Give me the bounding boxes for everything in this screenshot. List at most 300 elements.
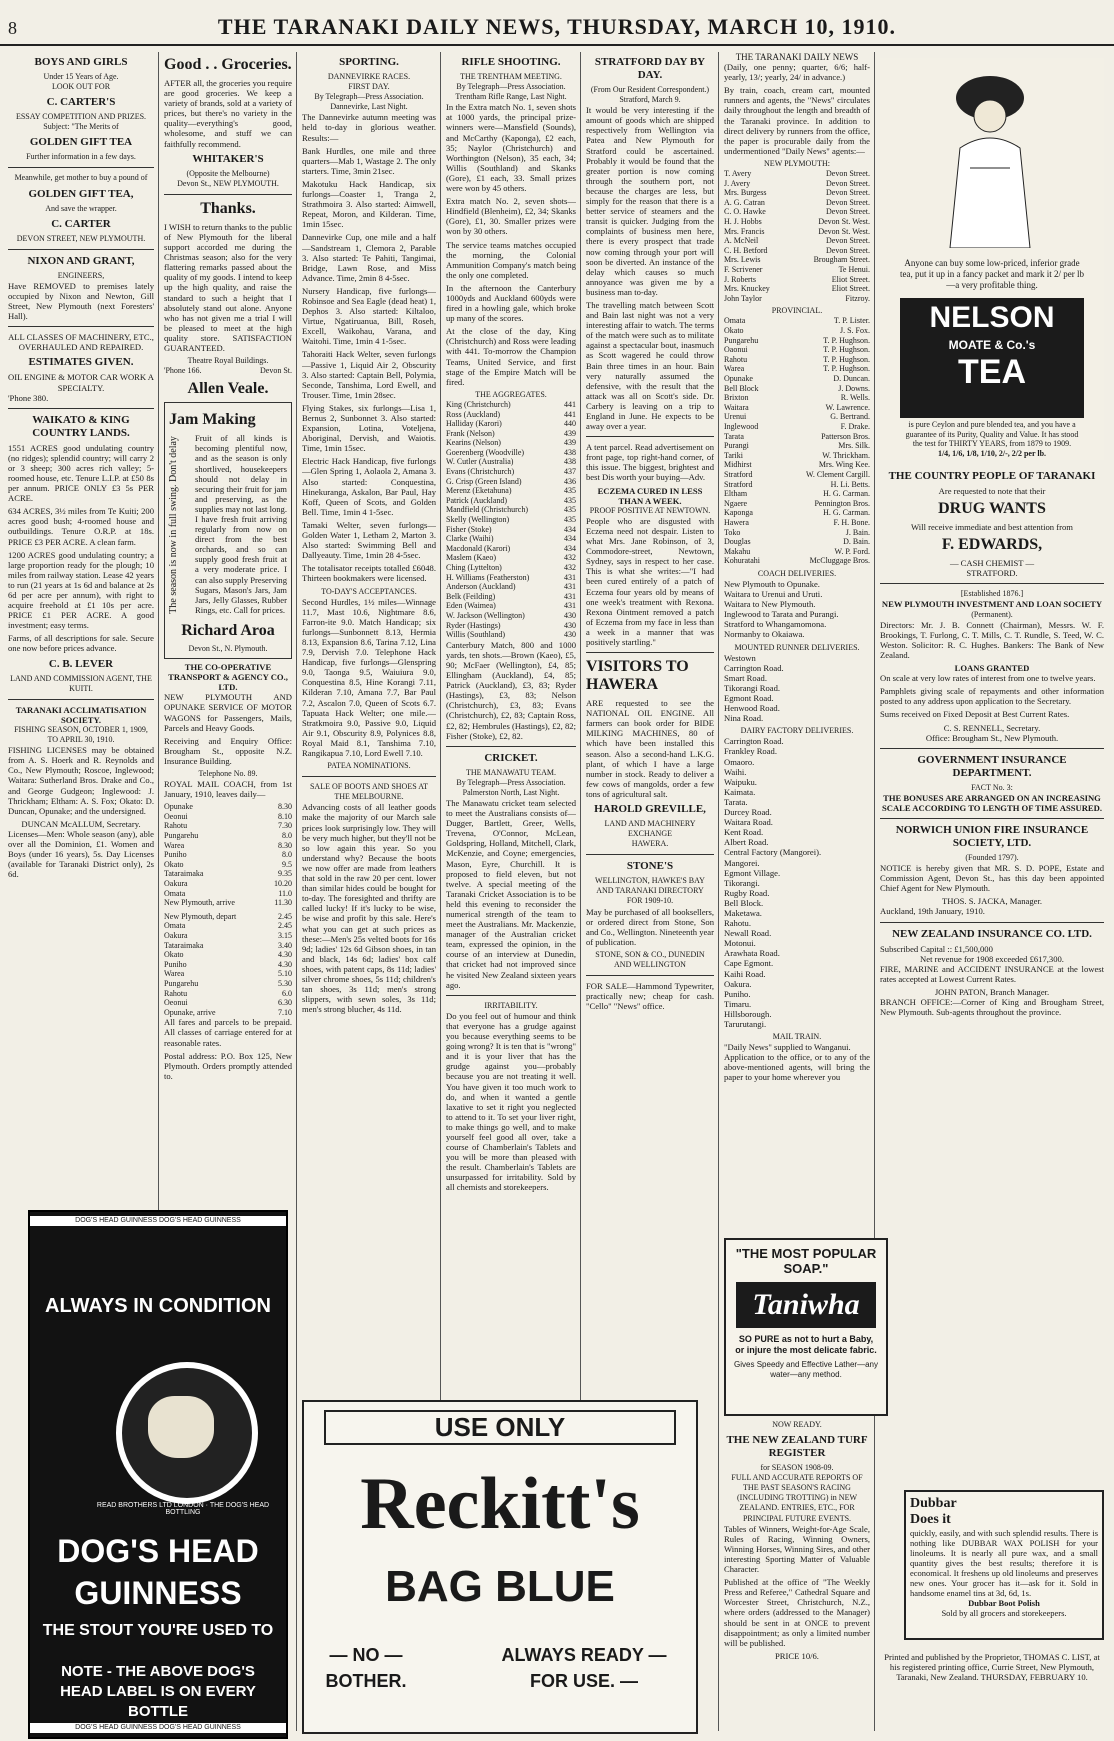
dateline: By Telegraph—Press Association. Dannevirke, Last Night. bbox=[314, 92, 424, 112]
table-cell: 439 bbox=[564, 428, 576, 438]
table-cell: G. Bertrand. bbox=[830, 412, 870, 422]
table-cell: 435 bbox=[564, 505, 576, 515]
ad-text: FISHING LICENSES may be obtained from A. S. Hoerk and R. Reynolds and Co., New Plymouth; Roscoe, Inglewood; Waitara: Sutherland Bros. Drake and Co., and George Gudgeon; Inglewood: J. Thrickham; Eltham: A. S. Fox; Okato: D. Duncan, Opunake; and the undersigned. bbox=[8, 745, 154, 816]
ad-text: I WISH to return thanks to the public of New Plymouth for the liberal support accorded me during the Christmas season; also for the very flattering remarks passed about the quality of my goods. I intend to keep up the high quality, and raise the standard to such a height that I absolutely stand out alone. Anyone who has not given me a trial I will be pleased to meet at the high quality store. SATISFACTION GUARANTEED. bbox=[164, 221, 292, 353]
ad-text: Pamphlets giving scale of repayments and other information posted to any address upon application to the Secretary. bbox=[880, 686, 1104, 707]
ad-heading: DOG'S HEAD GUINNESS bbox=[57, 1533, 259, 1611]
list-item: Motonui. bbox=[724, 938, 756, 949]
table-cell: J. Roberts bbox=[724, 274, 756, 284]
ad-text: Devon St., N. Plymouth. bbox=[188, 643, 268, 653]
ad-heading: Allen Veale. bbox=[187, 380, 269, 398]
ad-heading: THE NEW ZEALAND TURF REGISTER bbox=[726, 1434, 868, 1460]
ad-text: Directors: Mr. J. B. Connett (Chairman), Messrs. W. F. Brookings, T. Furlong, C. T. Mills, C. T. Rundle, S. Teed, W. C. Weston. Solicitor: R. C. Hughes. Bankers: The Bank of New Zealand. bbox=[880, 619, 1104, 660]
table-cell: 430 bbox=[564, 630, 576, 640]
article-text: The Manawatu cricket team selected to meet the Australians consists of—Dugger, Bartlett, Greer, Wells, Trevena, O'Connor, McLean, Goldspring, Holland, Mitchell, Clark, McKenzie, and Coyne; emergencies, Mason, Eyre, Churchill. It is proposed to field eleven, but not twelve. A special meeting of the Taranaki Cricket Association is to be held this evening to reconsider the numerical strength of the team to meet the Australians. Mr. Mackenzie, manager of the Australian cricket team, expressed the opinion, in the course of an interview at Dunedin, that cricket had not improved since he visited New Zealand sixteen years ago. bbox=[446, 797, 576, 990]
table-cell: Puniho bbox=[164, 959, 187, 969]
score-row bbox=[446, 496, 576, 506]
table-cell: W. P. Ford. bbox=[834, 546, 870, 556]
ad-text: THOS. S. JACKA, Manager. bbox=[941, 896, 1043, 907]
ad-text: SO PURE as not to hurt a Baby, or injure the most delicate fabric. bbox=[735, 1334, 877, 1355]
ad-text: OIL ENGINE & MOTOR CAR WORK A SPECIALTY. bbox=[8, 372, 154, 393]
timetable-row bbox=[164, 912, 292, 922]
masthead-rule bbox=[0, 44, 1114, 46]
ad-heading: NIXON AND GRANT, bbox=[27, 254, 135, 267]
ad-text: ALL CLASSES OF MACHINERY, ETC., OVERHAULED AND REPAIRED. bbox=[8, 332, 154, 353]
agent-row bbox=[724, 374, 870, 384]
taniwha-soap-ad bbox=[724, 1238, 888, 1416]
list-item: Frankley Road. bbox=[724, 746, 777, 757]
table-cell: T. P. Hughson. bbox=[823, 335, 870, 345]
ad-text: (Opposite the Melbourne) bbox=[186, 168, 270, 178]
agent-row bbox=[724, 499, 870, 509]
table-cell: Willis (Southland) bbox=[446, 630, 506, 640]
score-row bbox=[446, 505, 576, 515]
table-cell: 3.15 bbox=[278, 930, 292, 940]
table-cell: 4.30 bbox=[278, 950, 292, 960]
ad-text: READ BROTHERS LTD LONDON · THE DOG'S HEAD BOTTLING bbox=[96, 1502, 270, 1516]
section-heading: RIFLE SHOOTING. bbox=[461, 56, 561, 68]
table-cell: 431 bbox=[564, 582, 576, 592]
list-item: Rugby Road. bbox=[724, 887, 770, 898]
agent-row bbox=[724, 403, 870, 413]
ad-text: 1551 ACRES good undulating country (no ridges); splendid country; will carry 2 or 3 sheep; 300 acres rich valley; 5-roomed house, etc. Tenure L.I.P. at £50 8s per annum. PRICE ONLY £3 5s PER ACRE. bbox=[8, 442, 154, 504]
ad-text: AFTER all, the groceries you require are good groceries. We keep a variety of brands, sold at a variety of prices, but there's no variety in the quality—everything's good, wholesome, and stuff we can faithfully recommend. bbox=[164, 78, 292, 149]
column-2 bbox=[164, 52, 292, 1202]
ad-heading: ESTIMATES GIVEN. bbox=[28, 356, 134, 369]
table-cell: 11.0 bbox=[278, 888, 292, 898]
ad-text: 'Phone 380. bbox=[8, 392, 49, 403]
table-cell: Kearins (Nelson) bbox=[446, 438, 501, 448]
table-cell: 6.0 bbox=[282, 988, 292, 998]
ad-text: FOR 1909-10. bbox=[626, 896, 674, 906]
agent-row bbox=[724, 326, 870, 336]
list-item: Arawhata Road. bbox=[724, 948, 780, 959]
table-cell: Pungarehu bbox=[724, 335, 759, 345]
table-cell: Ryder (Hastings) bbox=[446, 620, 501, 630]
article-heading: ECZEMA CURED IN LESS THAN A WEEK. bbox=[597, 485, 703, 506]
table-cell: Warea bbox=[164, 840, 185, 850]
ad-text: ESSAY COMPETITION AND PRIZES. bbox=[15, 112, 147, 122]
table-cell: G. Crisp (Green Island) bbox=[446, 476, 522, 486]
table-cell: Devon Street. bbox=[826, 188, 870, 198]
table-cell: Makahu bbox=[724, 546, 751, 556]
ad-text: Sums received on Fixed Deposit at Best Current Rates. bbox=[880, 709, 1070, 720]
ad-heading: NORWICH UNION FIRE INSURANCE SOCIETY, LTD. bbox=[895, 823, 1089, 849]
table-cell: F. H. Bone. bbox=[833, 517, 870, 527]
list-item: Carrington Road. bbox=[724, 662, 784, 673]
agent-row bbox=[724, 508, 870, 518]
timetable-row bbox=[164, 802, 292, 812]
ad-heading: THE CO-OPERATIVE TRANSPORT & AGENCY CO., LTD. bbox=[168, 662, 288, 693]
list-item: Newall Road. bbox=[724, 928, 772, 939]
list-item: Albert Road. bbox=[724, 837, 769, 848]
article-text: In the afternoon the Canterbury 1000yds and Auckland 600yds were fired in a howling gale, which broke up many of the scores. bbox=[446, 282, 576, 324]
ad-text: NEW PLYMOUTH AND OPUNAKE SERVICE OF MOTOR WAGONS for Passengers, Mails, Parcels and Heavy Goods. bbox=[164, 692, 292, 733]
ad-heading: GOVERNMENT INSURANCE DEPARTMENT. bbox=[917, 753, 1067, 779]
article-text: People who are disgusted with Eczema need not despair. Listen to what Mrs. Jane Robinson, of 3, Commodore-street, Newtown, Sydney, says in respect to her case. This is what she writes:—"I had been cured entirely of a patch of Eczema four years old by means of one week's treatment with Rexona. Rexona Ointment removed a patch of Eczema from my face in less than a week in a manner that was positively startling." bbox=[586, 515, 714, 647]
ad-text: for SEASON 1908-09. bbox=[760, 1463, 834, 1473]
table-cell: T. P. Lister. bbox=[833, 316, 870, 326]
table-cell: H. J. Hobbs bbox=[724, 217, 762, 226]
timetable-row bbox=[164, 969, 292, 979]
timetable-row bbox=[164, 850, 292, 860]
list-item: Bell Block. bbox=[724, 897, 764, 908]
score-row bbox=[446, 515, 576, 525]
table-cell: Tariki bbox=[724, 450, 743, 460]
table-cell: Oeonui bbox=[164, 998, 188, 1008]
score-row bbox=[446, 400, 576, 410]
ad-text: DEVON STREET, NEW PLYMOUTH. bbox=[16, 233, 146, 243]
table-cell: Eltham bbox=[724, 489, 748, 499]
ad-heading: DRUG WANTS bbox=[938, 500, 1046, 518]
table-cell: Pennington Bros. bbox=[814, 498, 870, 508]
agent-row bbox=[724, 556, 870, 566]
article-text: The Dannevirke autumn meeting was held to-day in glorious weather. Results:— bbox=[302, 112, 436, 143]
dairy-list bbox=[724, 736, 870, 1029]
agent-row bbox=[724, 518, 870, 528]
score-row bbox=[446, 611, 576, 621]
ad-heading: Does it bbox=[910, 1512, 951, 1527]
ad-heading: "THE MOST POPULAR SOAP." bbox=[735, 1246, 877, 1276]
timetable-row bbox=[164, 841, 292, 851]
table-cell: 431 bbox=[564, 591, 576, 601]
article-text: In the Extra match No. 1, seven shots at 1000 yards, the principal prize-winners were—Mansfield (Sounds), and McCarthy (Kaponga), £2 each, 35; Naylor (Christchurch) and Worthington (Nelson), 35 each, 34; Willis (Southland) and Skanks (Gore), £1 each, 33. Small prizes were won by 45 others. bbox=[446, 102, 576, 194]
timetable-row bbox=[164, 979, 292, 989]
table-cell: Devon St. West. bbox=[818, 217, 870, 226]
table-cell: Urenui bbox=[724, 412, 747, 422]
table-cell: Kaponga bbox=[724, 508, 753, 518]
ad-heading: Jam Making bbox=[169, 411, 256, 429]
ad-heading: Dubbar Boot Polish bbox=[968, 1598, 1040, 1608]
table-cell: F. Drake. bbox=[840, 421, 870, 431]
article-text: The service teams matches occupied the morning, the Colonial Ammunition Company's match being the only one completed. bbox=[446, 239, 576, 280]
ad-text: THE STOUT YOU'RE USED TO bbox=[42, 1622, 274, 1639]
table-cell: 434 bbox=[564, 543, 576, 553]
table-cell: 7.30 bbox=[278, 821, 292, 831]
table-cell: Oakura bbox=[164, 879, 188, 888]
table-cell: 439 bbox=[564, 438, 576, 448]
table-cell: 441 bbox=[564, 399, 576, 409]
table-cell: Clarke (Waihi) bbox=[446, 534, 494, 544]
agent-row bbox=[724, 470, 870, 480]
agent-row bbox=[724, 236, 870, 246]
agent-row bbox=[724, 169, 870, 179]
ad-text: PRICE 10/6. bbox=[775, 1650, 819, 1661]
score-row bbox=[446, 457, 576, 467]
article-text: Bank Hurdles, one mile and three quarters—Mab 1, Wastage 2. The only starters. Time, 3min 21sec. bbox=[302, 145, 436, 176]
ad-text: Office: Brougham St., New Plymouth. bbox=[925, 732, 1059, 743]
agent-row bbox=[724, 217, 870, 227]
table-cell: Frank (Nelson) bbox=[446, 428, 495, 438]
ad-heading: THE COUNTRY PEOPLE OF TARANAKI bbox=[888, 470, 1096, 482]
table-cell: 440 bbox=[564, 419, 576, 429]
ad-heading: GOLDEN GIFT TEA bbox=[29, 136, 133, 149]
ad-text: Anyone can buy some low-priced, inferior grade tea, put it up in a fancy packet and mark it 2/ per lb—a very profitable thing. bbox=[900, 258, 1084, 290]
article-heading: THE MANAWATU TEAM. bbox=[465, 767, 557, 777]
ad-strip: DOG'S HEAD GUINNESS DOG'S HEAD GUINNESS bbox=[30, 1216, 286, 1226]
agent-row bbox=[724, 275, 870, 285]
table-cell: Rahotu bbox=[164, 821, 188, 831]
table-cell: T. P. Hughson. bbox=[823, 354, 870, 364]
score-row bbox=[446, 601, 576, 611]
ad-heading: HAROLD GREVILLE, bbox=[594, 803, 706, 815]
table-cell: Patterson Bros. bbox=[821, 431, 870, 441]
ad-heading: GOLDEN GIFT TEA, bbox=[28, 187, 134, 200]
timetable-row bbox=[164, 931, 292, 941]
score-row bbox=[446, 410, 576, 420]
table-cell: Hawera bbox=[724, 517, 749, 527]
article-text: "Daily News" supplied to Wanganui. bbox=[724, 1042, 851, 1053]
article-heading: SALE OF BOOTS AND SHOES AT THE MELBOURNE. bbox=[309, 782, 429, 802]
ad-text: — CASH CHEMIST — bbox=[949, 558, 1035, 569]
ad-text: Under 15 Years of Age. bbox=[43, 72, 119, 81]
article-text: Tahoraiti Hack Welter, seven furlongs—Passive 1, Liquid Air 2, Obscurity 3. Also started: Captain Bell, Polymia, Seconde, Tanshima, Lord Ewell, and Trouser. Time, 1min 28sec. bbox=[302, 349, 436, 400]
guinness-ad bbox=[28, 1210, 288, 1739]
table-cell: 2.45 bbox=[278, 911, 292, 921]
agent-row bbox=[724, 188, 870, 198]
table-cell: J. S. Fox. bbox=[839, 326, 870, 336]
table-cell: Eliot Street. bbox=[831, 274, 870, 284]
table-cell: Okato bbox=[164, 950, 184, 960]
table-cell: 435 bbox=[564, 495, 576, 505]
dateline: (From Our Resident Correspondent.) Stratford, March 9. bbox=[590, 85, 710, 105]
agent-row bbox=[724, 393, 870, 403]
ad-text: 'Phone 166. bbox=[164, 366, 202, 376]
ad-text: ROYAL MAIL COACH, from 1st January, 1910, leaves daily— bbox=[164, 779, 292, 800]
timetable-row bbox=[164, 879, 292, 889]
ad-text: Further information in a few days. bbox=[26, 152, 136, 162]
agent-row bbox=[724, 207, 870, 217]
table-cell: Rahotu bbox=[164, 988, 188, 998]
table-cell: Belk (Feilding) bbox=[446, 591, 496, 601]
ad-text: FULL AND ACCURATE REPORTS OF THE PAST SEASON'S RACING (INCLUDING TROTTING) in NEW ZEALAND. ENTRIES, ETC., FOR PRINCIPAL FUTURE EVENTS. bbox=[731, 1473, 863, 1523]
table-cell: W. Lawrence. bbox=[825, 402, 870, 412]
table-cell: 437 bbox=[564, 467, 576, 477]
ad-text: MOATE & Co.'s bbox=[948, 338, 1036, 352]
table-cell: 436 bbox=[564, 476, 576, 486]
table-cell: Stratford bbox=[724, 469, 753, 479]
list-item: Central Factory (Mangorei). bbox=[724, 847, 822, 858]
table-cell: Devon Street. bbox=[826, 197, 870, 207]
table-cell: McCluggage Bros. bbox=[809, 556, 870, 566]
list-item: Westown bbox=[724, 652, 756, 663]
list-item: Tarurutangi. bbox=[724, 1019, 767, 1029]
table-cell: 8.0 bbox=[282, 831, 292, 841]
table-cell: Mandfield (Christchurch) bbox=[446, 505, 528, 515]
list-item: Henwood Road. bbox=[724, 703, 780, 714]
table-cell: New Plymouth, arrive bbox=[164, 898, 235, 908]
score-row bbox=[446, 477, 576, 487]
table-cell: Mrs. Wing Kee. bbox=[818, 460, 870, 470]
timetable-row bbox=[164, 1008, 292, 1018]
nelson-tag bbox=[900, 420, 1084, 458]
table-cell: Mrs. Lewis bbox=[724, 255, 761, 265]
ad-heading: USE ONLY bbox=[324, 1410, 676, 1445]
ad-text: ENGINEERS, bbox=[57, 270, 105, 280]
agent-row bbox=[724, 255, 870, 265]
ad-heading: NEW PLYMOUTH INVESTMENT AND LOAN SOCIETY bbox=[881, 599, 1103, 610]
article-text: Flying Stakes, six furlongs—Lisa 1, Bernus 2, Sunbonnet 3. Also started: Expansion, Lotina, Voteljena, Aboriginal, Dervish, and Waiotis. Time, 1min 15sec. bbox=[302, 402, 436, 454]
table-cell: Merenz (Eketahuna) bbox=[446, 486, 512, 496]
article-text: The totalisator receipts totalled £6048. Thirteen bookmakers were licensed. bbox=[302, 563, 436, 584]
table-cell: Devon Street. bbox=[826, 178, 870, 188]
ad-heading: VISITORS TO HAWERA bbox=[586, 658, 689, 694]
list-item: Carrington Road. bbox=[724, 736, 784, 747]
ad-text: NOW READY. bbox=[772, 1420, 822, 1429]
table-cell: W. Clement Cargill. bbox=[806, 469, 870, 479]
list-heading: NEW PLYMOUTH: bbox=[764, 158, 830, 168]
ad-text: LAND AND COMMISSION AGENT, THE KUITI. bbox=[10, 673, 152, 693]
list-item: Stratford to Whangamomona. bbox=[724, 619, 827, 630]
article-text: At the close of the day, King (Christchurch) and Ross were leading with 441. To-morrow the Champion Teams, United Service, and first stage of the Empire Match will be fired. bbox=[446, 326, 576, 387]
score-row bbox=[446, 621, 576, 631]
timetable-row bbox=[164, 860, 292, 870]
agent-row bbox=[724, 547, 870, 557]
table-cell: J. Avery bbox=[724, 178, 751, 188]
newspaper-title: THE TARANAKI DAILY NEWS, THURSDAY, MARCH 10, 1910. bbox=[217, 14, 897, 39]
ad-heading: BAG BLUE bbox=[385, 1562, 615, 1611]
agent-row bbox=[724, 345, 870, 355]
agent-row bbox=[724, 422, 870, 432]
table-cell: Devon Street. bbox=[826, 245, 870, 255]
column-rule bbox=[296, 52, 297, 1731]
list-item: Waitara to New Plymouth. bbox=[724, 599, 816, 610]
table-cell: 9.5 bbox=[282, 859, 292, 869]
section-heading: CRICKET. bbox=[484, 751, 538, 764]
table-cell: Opunake, arrive bbox=[164, 1007, 216, 1017]
table-cell: 2.45 bbox=[278, 921, 292, 931]
score-row bbox=[446, 573, 576, 583]
list-item: Nina Road. bbox=[724, 713, 764, 724]
table-cell: W. Jackson (Wellington) bbox=[446, 610, 525, 620]
ad-heading: WAIKATO & KING COUNTRY LANDS. bbox=[32, 413, 130, 439]
table-cell: 431 bbox=[564, 572, 576, 582]
ad-text: Devon St. bbox=[260, 366, 292, 376]
agent-row bbox=[724, 432, 870, 442]
ad-heading: LOANS GRANTED bbox=[954, 663, 1030, 674]
list-item: Puniho. bbox=[724, 988, 751, 999]
ad-heading: Dubbar bbox=[910, 1496, 957, 1511]
table-cell: 8.30 bbox=[278, 802, 292, 812]
table-cell: W. Cutler (Australia) bbox=[446, 457, 514, 467]
table-cell: Oakura bbox=[164, 930, 188, 940]
table-cell: Warea bbox=[724, 364, 745, 374]
list-heading: MOUNTED RUNNER DELIVERIES. bbox=[734, 642, 860, 652]
table-cell: 435 bbox=[564, 515, 576, 525]
ad-text: (Permanent). bbox=[971, 609, 1013, 619]
agents-table bbox=[724, 169, 870, 303]
ad-text: NOTE - THE ABOVE DOG'S HEAD LABEL IS ON EVERY BOTTLE bbox=[60, 1663, 256, 1720]
table-cell: Ching (Lyttelton) bbox=[446, 563, 502, 572]
article-heading: THE AGGREGATES. bbox=[475, 389, 547, 399]
ad-heading: Reckitt's bbox=[360, 1463, 640, 1545]
table-cell: Opunake bbox=[724, 374, 753, 383]
list-heading: PROVINCIAL. bbox=[771, 306, 823, 316]
table-cell: Inglewood bbox=[724, 421, 759, 431]
table-cell: Toko bbox=[724, 527, 741, 537]
table-cell: 8.10 bbox=[278, 811, 292, 821]
list-item: Cape Egmont. bbox=[724, 958, 774, 969]
table-cell: A. McNeil bbox=[724, 236, 759, 246]
article-text: Dannevirke Cup, one mile and a half—Sandstream 1, Clemora 2, Parable 3. Also started: Te Pahiti, Tangimai, Bridge, Lawn Rose, and Miss Advance. Time, 2min 8 4-5sec. bbox=[302, 232, 436, 283]
agent-row bbox=[724, 246, 870, 256]
table-cell: Fisher (Stoke) bbox=[446, 524, 492, 534]
ad-text: FOR SALE—Hammond Typewriter, practically new; cheap for cash. "Cello" "News" office. bbox=[586, 981, 714, 1012]
table-cell: Mrs. Burgess bbox=[724, 188, 767, 198]
agent-row bbox=[724, 460, 870, 470]
agent-row bbox=[724, 451, 870, 461]
table-cell: Omata bbox=[164, 921, 186, 931]
table-cell: Halliday (Karori) bbox=[446, 419, 502, 429]
section-heading: SPORTING. bbox=[339, 56, 399, 68]
ad-heading: Richard Aroa bbox=[181, 621, 275, 639]
article-text: Canterbury Match, 800 and 1000 yards, ten shots.—Brown (Kaeo), £5, 90; McFaer (Wellington), £4, 85; Ellingham (Auckland), £4, 85; Patrick (Auckland), £3, 83; Ryder (Hastings), £3, 83; Nelson (Christchurch), £3, 83; Evans (Christchurch), £2, 83; Captain Ross, £2, 82; Hembrules (Hastings), £2, 82; Fisher (Stoke), £2, 82. bbox=[446, 639, 576, 741]
table-cell: Eliot Street. bbox=[831, 284, 870, 294]
table-cell: Tataraimaka bbox=[164, 940, 204, 950]
column-rule bbox=[874, 52, 875, 1731]
ad-heading: BOYS AND GIRLS bbox=[34, 56, 128, 68]
table-cell: Fitzroy. bbox=[845, 293, 870, 303]
table-cell: Okato bbox=[164, 859, 184, 869]
reckitt-ad bbox=[302, 1400, 698, 1734]
agent-row bbox=[724, 227, 870, 237]
list-item: Normanby to Okaiawa. bbox=[724, 629, 805, 640]
provincial-agents-table bbox=[724, 316, 870, 565]
agent-row bbox=[724, 316, 870, 326]
timetable-row bbox=[164, 950, 292, 960]
timetable-row bbox=[164, 889, 292, 899]
table-cell: Douglas bbox=[724, 537, 751, 547]
table-cell: H. Williams (Featherston) bbox=[446, 572, 530, 582]
list-item: Tikorangi Road. bbox=[724, 682, 781, 693]
agent-row bbox=[724, 294, 870, 304]
ad-text: — NO — BOTHER. bbox=[325, 1645, 407, 1691]
article-text: By train, coach, cream cart, mounted runners and agents, the "News" circulates daily throughout the length and breadth of the Taranaki province. In addition to direct delivery by runners from the office, the paper is procurable daily from the undermentioned "Daily News" agents:— bbox=[724, 85, 870, 156]
masthead bbox=[0, 6, 1114, 46]
ad-text: WELLINGTON, HAWKE'S BAY AND TARANAKI DIRECTORY bbox=[595, 876, 705, 896]
list-item: Timaru. bbox=[724, 998, 752, 1009]
list-item: Kaihi Road. bbox=[724, 968, 766, 979]
agent-row bbox=[724, 528, 870, 538]
article-text: Do you feel out of humour and think that everyone has a grudge against you because everything seems to be going wrong? It is ten that is "wrong" and it is your liver that has the grudge against you—probably because you are not treating it well. You have given it too much work to do, and when it wanted a gentle laxative to set it right you neglected to attend to it. To set your liver right, to make things go well, and to make yourself feel good all over, take a course of Chamberlain's Tablets and you will be more than pleased with the result. Chamberlain's Tablets are unsurpassed for irritability. Sold by all chemists and storekeepers. bbox=[446, 1010, 576, 1193]
table-cell: F. Scrivener bbox=[724, 264, 763, 274]
table-cell: W. Thrickham. bbox=[822, 450, 870, 460]
ad-text: [Established 1876.] bbox=[960, 589, 1024, 599]
ad-text: Devon St., NEW PLYMOUTH. bbox=[177, 178, 279, 188]
table-cell: Waitara bbox=[724, 402, 749, 412]
ad-text: Will receive immediate and best attention from bbox=[911, 522, 1073, 533]
score-row bbox=[446, 592, 576, 602]
table-cell: Kohuratahi bbox=[724, 556, 760, 566]
list-item: Waipuku. bbox=[724, 776, 757, 787]
list-item: Mangorei. bbox=[724, 857, 760, 868]
table-cell: 11.30 bbox=[274, 898, 292, 908]
table-cell: 8.0 bbox=[282, 850, 292, 860]
ad-text: 1/4, 1/6, 1/8, 1/10, 2/-, 2/2 per lb. bbox=[937, 448, 1047, 458]
table-cell: Macdonald (Karori) bbox=[446, 543, 511, 553]
timetable-row bbox=[164, 998, 292, 1008]
section-heading: STRATFORD DAY BY DAY. bbox=[594, 56, 706, 81]
table-cell: Opunake bbox=[164, 802, 193, 812]
list-item: Maketawa. bbox=[724, 907, 762, 918]
article-text: Makotuku Hack Handicap, six furlongs—Coaster 1, Tranga 2, Strathmoira 3. Also started: Aimwell, Repeat, Moron, and Kilderan. Time, 1min 15sec. bbox=[302, 178, 436, 230]
table-cell: 430 bbox=[564, 620, 576, 630]
list-item: Tikorangi. bbox=[724, 877, 760, 888]
score-row bbox=[446, 486, 576, 496]
table-cell: Mrs. Silk. bbox=[838, 441, 870, 451]
list-item: Waitara Road. bbox=[724, 817, 773, 828]
table-cell: T. P. Hughson. bbox=[823, 364, 870, 374]
